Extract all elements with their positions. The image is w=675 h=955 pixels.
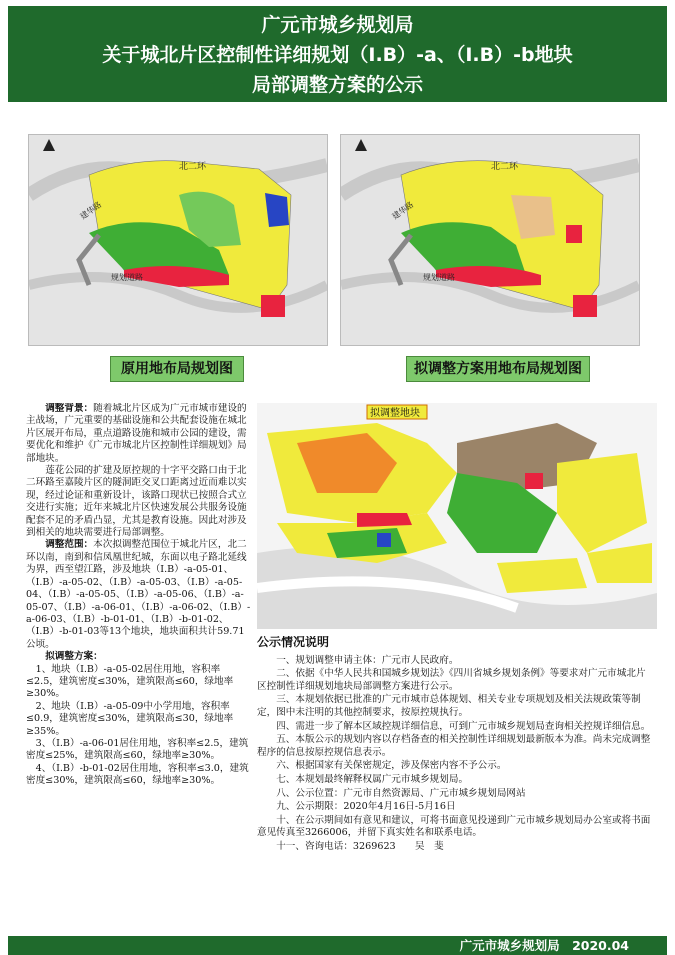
notice-item: 二、依据《中华人民共和国城乡规划法》《四川省城乡规划条例》等要求对广元市城北片区控制性详细规划地块局部调整方案进行公示。: [257, 668, 646, 692]
scope-heading: 调整范围：: [45, 539, 94, 551]
proposed-map-road-north: 北二环: [491, 162, 519, 172]
overview-map-label: 拟调整地块: [370, 408, 420, 419]
plan-item: 4、（Ⅰ.B）-b-01-02居住用地，容积率≤3.0，建筑密度≤30%，建筑限高≤60，绿地率≥30%。: [26, 762, 249, 787]
header-title-sub: 局部调整方案的公示: [251, 74, 423, 96]
notice-item: 五、本版公示的规划内容以存档备查的相关控制性详细规划最新版本为准。尚未完成调整程序的信息按原控规信息表示。: [257, 734, 651, 758]
notice-item: 十一、咨询电话：3269623 吴 斐: [276, 840, 444, 852]
notice-item: 七、本规划最终解释权属广元市城乡规划局。: [276, 773, 469, 785]
notice-item: 八、公示位置：广元市自然资源局、广元市城乡规划局网站: [276, 787, 526, 799]
original-map-caption: 原用地布局规划图: [110, 356, 244, 382]
notice-item: 三、本规划依据已批准的广元市城市总体规划、相关专业专项规划及相关法规政策等制定，图中未注明的其他控制要求，按原控规执行。: [257, 694, 641, 718]
notice-item: 四、需进一步了解本区域控规详细信息，可到广元市城乡规划局查询相关控规详细信息。: [276, 720, 651, 732]
header-title-agency: 广元市城乡规划局: [261, 14, 414, 36]
scope-text: 本次拟调整范围位于城北片区，北二环以南，南到和信凤凰世纪城，东面以电子路北延线为界，西至望江路，涉及地块（Ⅰ.B）-a-05-01、（Ⅰ.B）-a-05-02、（Ⅰ.B）-a-05-03、（Ⅰ.B）-a-05-04、（Ⅰ.B）-a-05-05、（Ⅰ.B）-a-05-06、（Ⅰ.B）-a-05-07、（Ⅰ.B）-a-06-01、（Ⅰ.B）-a-06-02、（Ⅰ.B）-a-06-03、（Ⅰ.B）-b-01-01、（Ⅰ.B）-b-01-02、（Ⅰ.B）-b-01-03等13个地块，地块面积共计59.71公顷。: [26, 539, 251, 650]
proposed-map-road-west: 建华路: [390, 200, 416, 222]
original-map-road-west: 建华路: [78, 200, 104, 222]
notice-title: 公示情况说明: [257, 636, 330, 649]
description-column: [26, 403, 252, 925]
background-text: 随着城北片区成为广元市城市建设的主战场，广元重要的基础设施和公共配套设施在城北片区展开布局，重点道路设施和城市公园的建设，需要优化和维护《广元市城北片区控制性详细规划》局部地块。: [26, 403, 247, 464]
notice-item: 九、公示期限：2020年4月16日-5月16日: [276, 801, 456, 813]
notice-item: 一、规划调整申请主体：广元市人民政府。: [276, 654, 459, 666]
notice-item: 十、在公示期间如有意见和建议，可将书面意见投递到广元市城乡规划局办公室或将书面意见传真至3266006，并留下真实姓名和联系电话。: [257, 814, 651, 839]
background-section: [26, 403, 252, 465]
proposed-map-road-south: 规划道路: [423, 273, 455, 282]
plan-item: 1、地块（Ⅰ.B）-a-05-02居住用地，容积率≤2.5，建筑密度≤30%，建筑限高≤60，绿地率≥30%。: [26, 663, 234, 700]
background-heading: 调整背景：: [45, 403, 94, 414]
notice-item: 六、根据国家有关保密规定，涉及保密内容不予公示。: [276, 760, 507, 772]
overview-map: [257, 403, 657, 629]
footer-signature: 广元市城乡规划局 2020.04: [459, 938, 629, 953]
page-header: [8, 6, 667, 102]
background-paragraph-2: 莲花公园的扩建及原控规的十字平交路口由于北二环路至嘉陵片区的隧洞距交叉口距离过近而难以实现，经过论证和重新设计，该路口现状已按照合式立交进行实施；近年来城北片区快速发展公共服务设施配套不足的矛盾凸显，尤其是教育设施。因此对涉及到相关的地块需要进行局部调整。: [26, 465, 247, 539]
proposed-land-use-map: [340, 134, 640, 346]
original-map-road-north: 北二环: [179, 162, 207, 172]
original-land-use-map: [28, 134, 328, 346]
plan-item: 2、地块（Ⅰ.B）-a-05-09中小学用地，容积率≤0.9，建筑密度≤30%，建筑限高≤30，绿地率≥35%。: [26, 700, 234, 737]
header-title-main: 关于城北片区控制性详细规划（Ⅰ.B）-a、（Ⅰ.B）-b地块: [102, 44, 573, 66]
plan-heading: 拟调整方案：: [45, 651, 103, 663]
original-map-road-south: 规划道路: [111, 273, 143, 282]
proposed-map-caption: 拟调整方案用地布局规划图: [406, 356, 590, 382]
plan-item: 3、（Ⅰ.B）-a-06-01居住用地，容积率≤2.5，建筑密度≤25%，建筑限高≤60，绿地率≥30%。: [26, 737, 249, 762]
page-footer: [8, 936, 667, 955]
scope-section: [26, 539, 252, 651]
notice-section: [257, 636, 652, 932]
